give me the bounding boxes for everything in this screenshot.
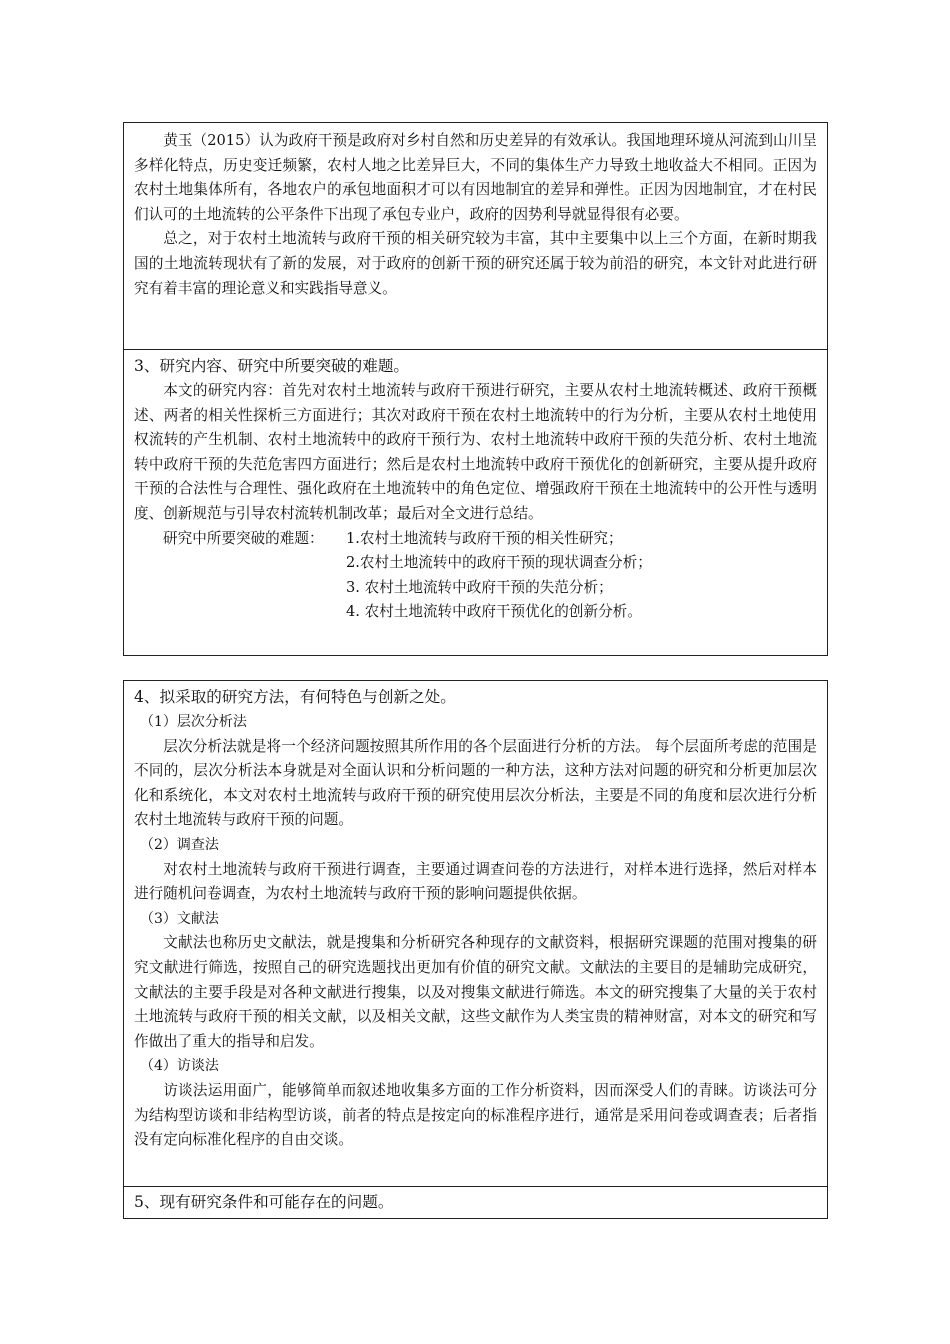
review-paragraph-summary: 总之，对于农村土地流转与政府干预的相关研究较为丰富，其中主要集中以上三个方面，在新时期我国的土地流转现状有了新的发展，对于政府的创新干预的研究还属于较为前沿的研究，本文针对此进行研究有着丰富的理论意义和实践指导意义。: [134, 230, 817, 297]
section4-heading: 4、拟采取的研究方法，有何特色与创新之处。: [134, 688, 456, 706]
method-title: （1）层次分析法: [140, 714, 247, 730]
table-block-2: [123, 680, 828, 1219]
difficulties-list: [346, 527, 817, 625]
research-methods-cell: [124, 681, 827, 1187]
table-block-1: [123, 122, 828, 656]
method-text: 文献法也称历史文献法，就是搜集和分析研究各种现存的文献资料，根据研究课题的范围对搜集的研究文献进行筛选，按照自己的研究选题找出更加有价值的研究文献。文献法的主要目的是辅助完成研究，文献法的主要手段是对各种文献进行搜集，以及对搜集文献进行筛选。本文的研究搜集了大量的关于农村土地流转与政府干预的相关文献，以及相关文献，这些文献作为人类宝贵的精神财富，对本文的研究和写作做出了重大的指导和启发。: [134, 934, 817, 1050]
difficulties-label: 研究中所要突破的难题：: [163, 529, 324, 547]
method-title: （4）访谈法: [140, 1058, 219, 1075]
review-paragraph-huangyu: 黄玉（2015）认为政府干预是政府对乡村自然和历史差异的有效承认。我国地理环境从河流到山川呈多样化特点，历史变迁频繁，农村人地之比差异巨大，不同的集体生产力导致土地收益大不相同。正因为农村土地集体所有，各地农户的承包地面积才可以有因地制宜的差异和弹性。正因为因地制宜，才在村民们认可的土地流转的公平条件下出现了承包专业户，政府的因势利导就显得很有必要。: [134, 132, 817, 223]
method-text: 层次分析法就是将一个经济问题按照其所作用的各个层面进行分析的方法。 每个层面所考虑的范围是不同的，层次分析法本身就是对全面认识和分析问题的一种方法，这种方法对问题的研究和分析更加层次化和系统化，本文对农村土地流转与政府干预的研究使用层次分析法，主要是不同的角度和层次进行分析农村土地流转与政府干预的问题。: [134, 737, 817, 829]
section3-heading: 3、研究内容、研究中所要突破的难题。: [134, 357, 410, 375]
difficulty-item: 1.农村土地流转与政府干预的相关性研究；: [346, 529, 623, 547]
literature-review-cell: [124, 123, 827, 350]
research-conditions-cell: [124, 1187, 827, 1215]
method-text: 对农村土地流转与政府干预进行调查，主要通过调查问卷的方法进行，对样本进行选择，然后对样本进行随机问卷调查，为农村土地流转与政府干预的影响问题提供依据。: [134, 860, 817, 903]
section5-heading: 5、现有研究条件和可能存在的问题。: [134, 1193, 394, 1211]
method-title: （3）文献法: [140, 910, 219, 927]
method-title: （2）调查法: [140, 836, 219, 853]
method-text: 访谈法运用面广，能够简单而叙述地收集多方面的工作分析资料，因而深受人们的青睐。访谈法可分为结构型访谈和非结构型访谈，前者的特点是按定向的标准程序进行，通常是采用问卷或调查表；后者指没有定向标准化程序的自由交谈。: [134, 1081, 817, 1149]
research-content-cell: [124, 350, 827, 625]
difficulties-block: [134, 527, 817, 625]
difficulty-item: 3. 农村土地流转中政府干预的失范分析；: [346, 578, 613, 596]
difficulty-item: 2.农村土地流转中的政府干预的现状调查分析；: [346, 554, 652, 572]
difficulty-item: 4. 农村土地流转中政府干预优化的创新分析。: [346, 603, 642, 621]
research-content-paragraph: 本文的研究内容：首先对农村土地流转与政府干预进行研究，主要从农村土地流转概述、政府干预概述、两者的相关性探析三方面进行；其次对政府干预在农村土地流转中的行为分析，主要从农村土地使用权流转的产生机制、农村土地流转中的政府干预行为、农村土地流转中政府干预的失范分析、农村土地流转中政府干预的失范危害四方面进行；然后是农村土地流转中政府干预优化的创新研究，主要从提升政府干预的合法性与合理性、强化政府在土地流转中的角色定位、增强政府干预在土地流转中的公开性与透明度、创新规范与引导农村流转机制改革；最后对全文进行总结。: [134, 382, 817, 522]
